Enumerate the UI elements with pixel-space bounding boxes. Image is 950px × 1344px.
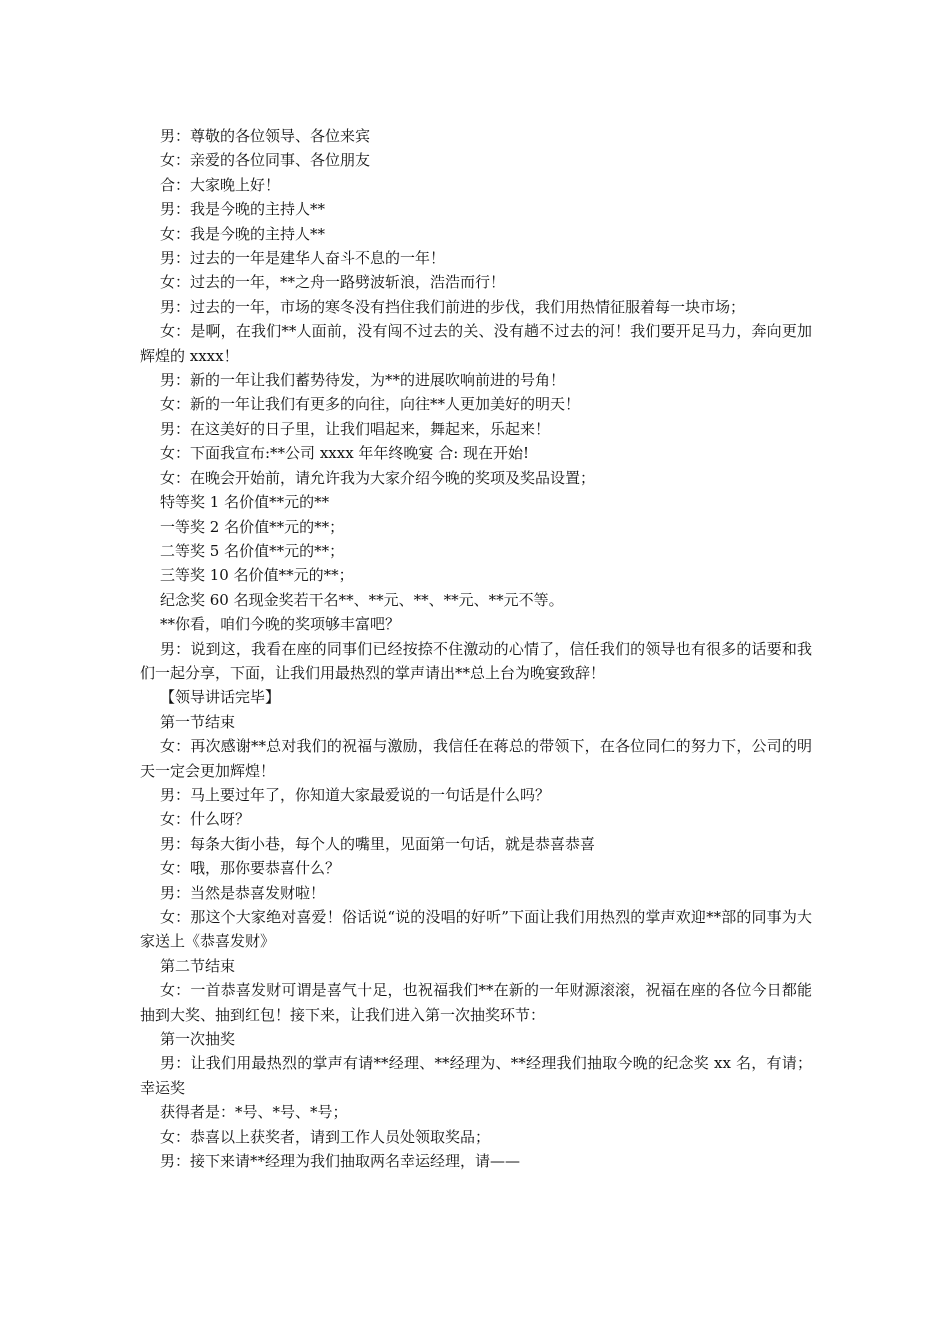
paragraph-26: 女：什么呀？: [160, 810, 251, 829]
paragraph-4: 男：我是今晚的主持人**: [160, 200, 326, 219]
paragraph-15: 特等奖 1 名价值**元的**: [160, 493, 330, 512]
paragraph-5: 女：我是今晚的主持人**: [160, 224, 326, 243]
paragraph-17: 二等奖 5 名价值**元的**；: [160, 541, 345, 560]
paragraph-32: 女：一首恭喜发财可谓是喜气十足，也祝福我们**在新的一年财源滚滚，祝福在座的各位今日都能抽到大奖、抽到红包！接下来，让我们进入第一次抽奖环节：: [140, 981, 812, 1024]
paragraph-16: 一等奖 2 名价值**元的**；: [160, 517, 345, 536]
paragraph-18: 三等奖 10 名价值**元的**；: [160, 566, 354, 585]
paragraph-25: 男：马上要过年了，你知道大家最爱说的一句话是什么吗？: [160, 785, 551, 804]
paragraph-34: 男：让我们用最热烈的掌声有请**经理、**经理为、**经理我们抽取今晚的纪念奖 xx 名，有请；幸运奖: [140, 1054, 812, 1097]
paragraph-6: 男：过去的一年是建华人奋斗不息的一年！: [160, 249, 446, 268]
document-body: [140, 124, 812, 1173]
paragraph-13: 女：下面我宣布:**公司 xxxx 年年终晚宴 合: 现在开始!: [160, 444, 530, 463]
paragraph-12: 男：在这美好的日子里，让我们唱起来，舞起来，乐起来！: [160, 419, 551, 438]
paragraph-35: 获得者是：*号、*号、*号；: [160, 1103, 348, 1122]
paragraph-9: 女：是啊，在我们**人面前，没有闯不过去的关、没有趟不过去的河！我们要开足马力，奔向更加辉煌的 xxxx！: [140, 322, 812, 365]
paragraph-28: 女：哦，那你要恭喜什么？: [160, 859, 341, 878]
paragraph-10: 男：新的一年让我们蓄势待发，为**的进展吹响前进的号角！: [160, 371, 566, 390]
paragraph-22: 【领导讲话完毕】: [160, 688, 281, 707]
paragraph-36: 女：恭喜以上获奖者，请到工作人员处领取奖品；: [160, 1127, 491, 1146]
paragraph-31: 第二节结束: [160, 956, 236, 975]
paragraph-1: 男：尊敬的各位领导、各位来宾: [160, 127, 371, 145]
paragraph-19: 纪念奖 60 名现金奖若干名**、**元、**、**元、**元不等。: [160, 590, 564, 609]
paragraph-8: 男：过去的一年，市场的寒冬没有挡住我们前进的步伐，我们用热情征服着每一块市场；: [160, 297, 746, 316]
paragraph-20: **你看，咱们今晚的奖项够丰富吧？: [160, 615, 401, 634]
paragraph-30: 女：那这个大家绝对喜爱！俗话说“说的没唱的好听”下面让我们用热烈的掌声欢迎**部的同事为大家送上《恭喜发财》: [140, 908, 812, 951]
paragraph-27: 男：每条大街小巷，每个人的嘴里，见面第一句话，就是恭喜恭喜: [160, 834, 596, 853]
paragraph-29: 男：当然是恭喜发财啦！: [160, 883, 326, 902]
paragraph-7: 女：过去的一年，**之舟一路劈波斩浪，浩浩而行！: [160, 273, 506, 292]
paragraph-21: 男：说到这，我看在座的同事们已经按捺不住激动的心情了，信任我们的领导也有很多的话要和我们一起分享，下面，让我们用最热烈的掌声请出**总上台为晚宴致辞！: [140, 639, 812, 682]
paragraph-24: 女：再次感谢**总对我们的祝福与激励，我信任在蒋总的带领下，在各位同仁的努力下，公司的明天一定会更加辉煌！: [140, 737, 812, 780]
paragraph-23: 第一节结束: [160, 712, 236, 731]
paragraph-37: 男：接下来请**经理为我们抽取两名幸运经理，请——: [160, 1152, 521, 1171]
paragraph-11: 女：新的一年让我们有更多的向往，向往**人更加美好的明天！: [160, 395, 581, 414]
paragraph-3: 合：大家晚上好！: [160, 175, 281, 194]
paragraph-33: 第一次抽奖: [160, 1030, 236, 1049]
paragraph-14: 女：在晚会开始前，请允许我为大家介绍今晚的奖项及奖品设置；: [160, 468, 596, 487]
paragraph-2: 女：亲爱的各位同事、各位朋友: [160, 151, 371, 170]
